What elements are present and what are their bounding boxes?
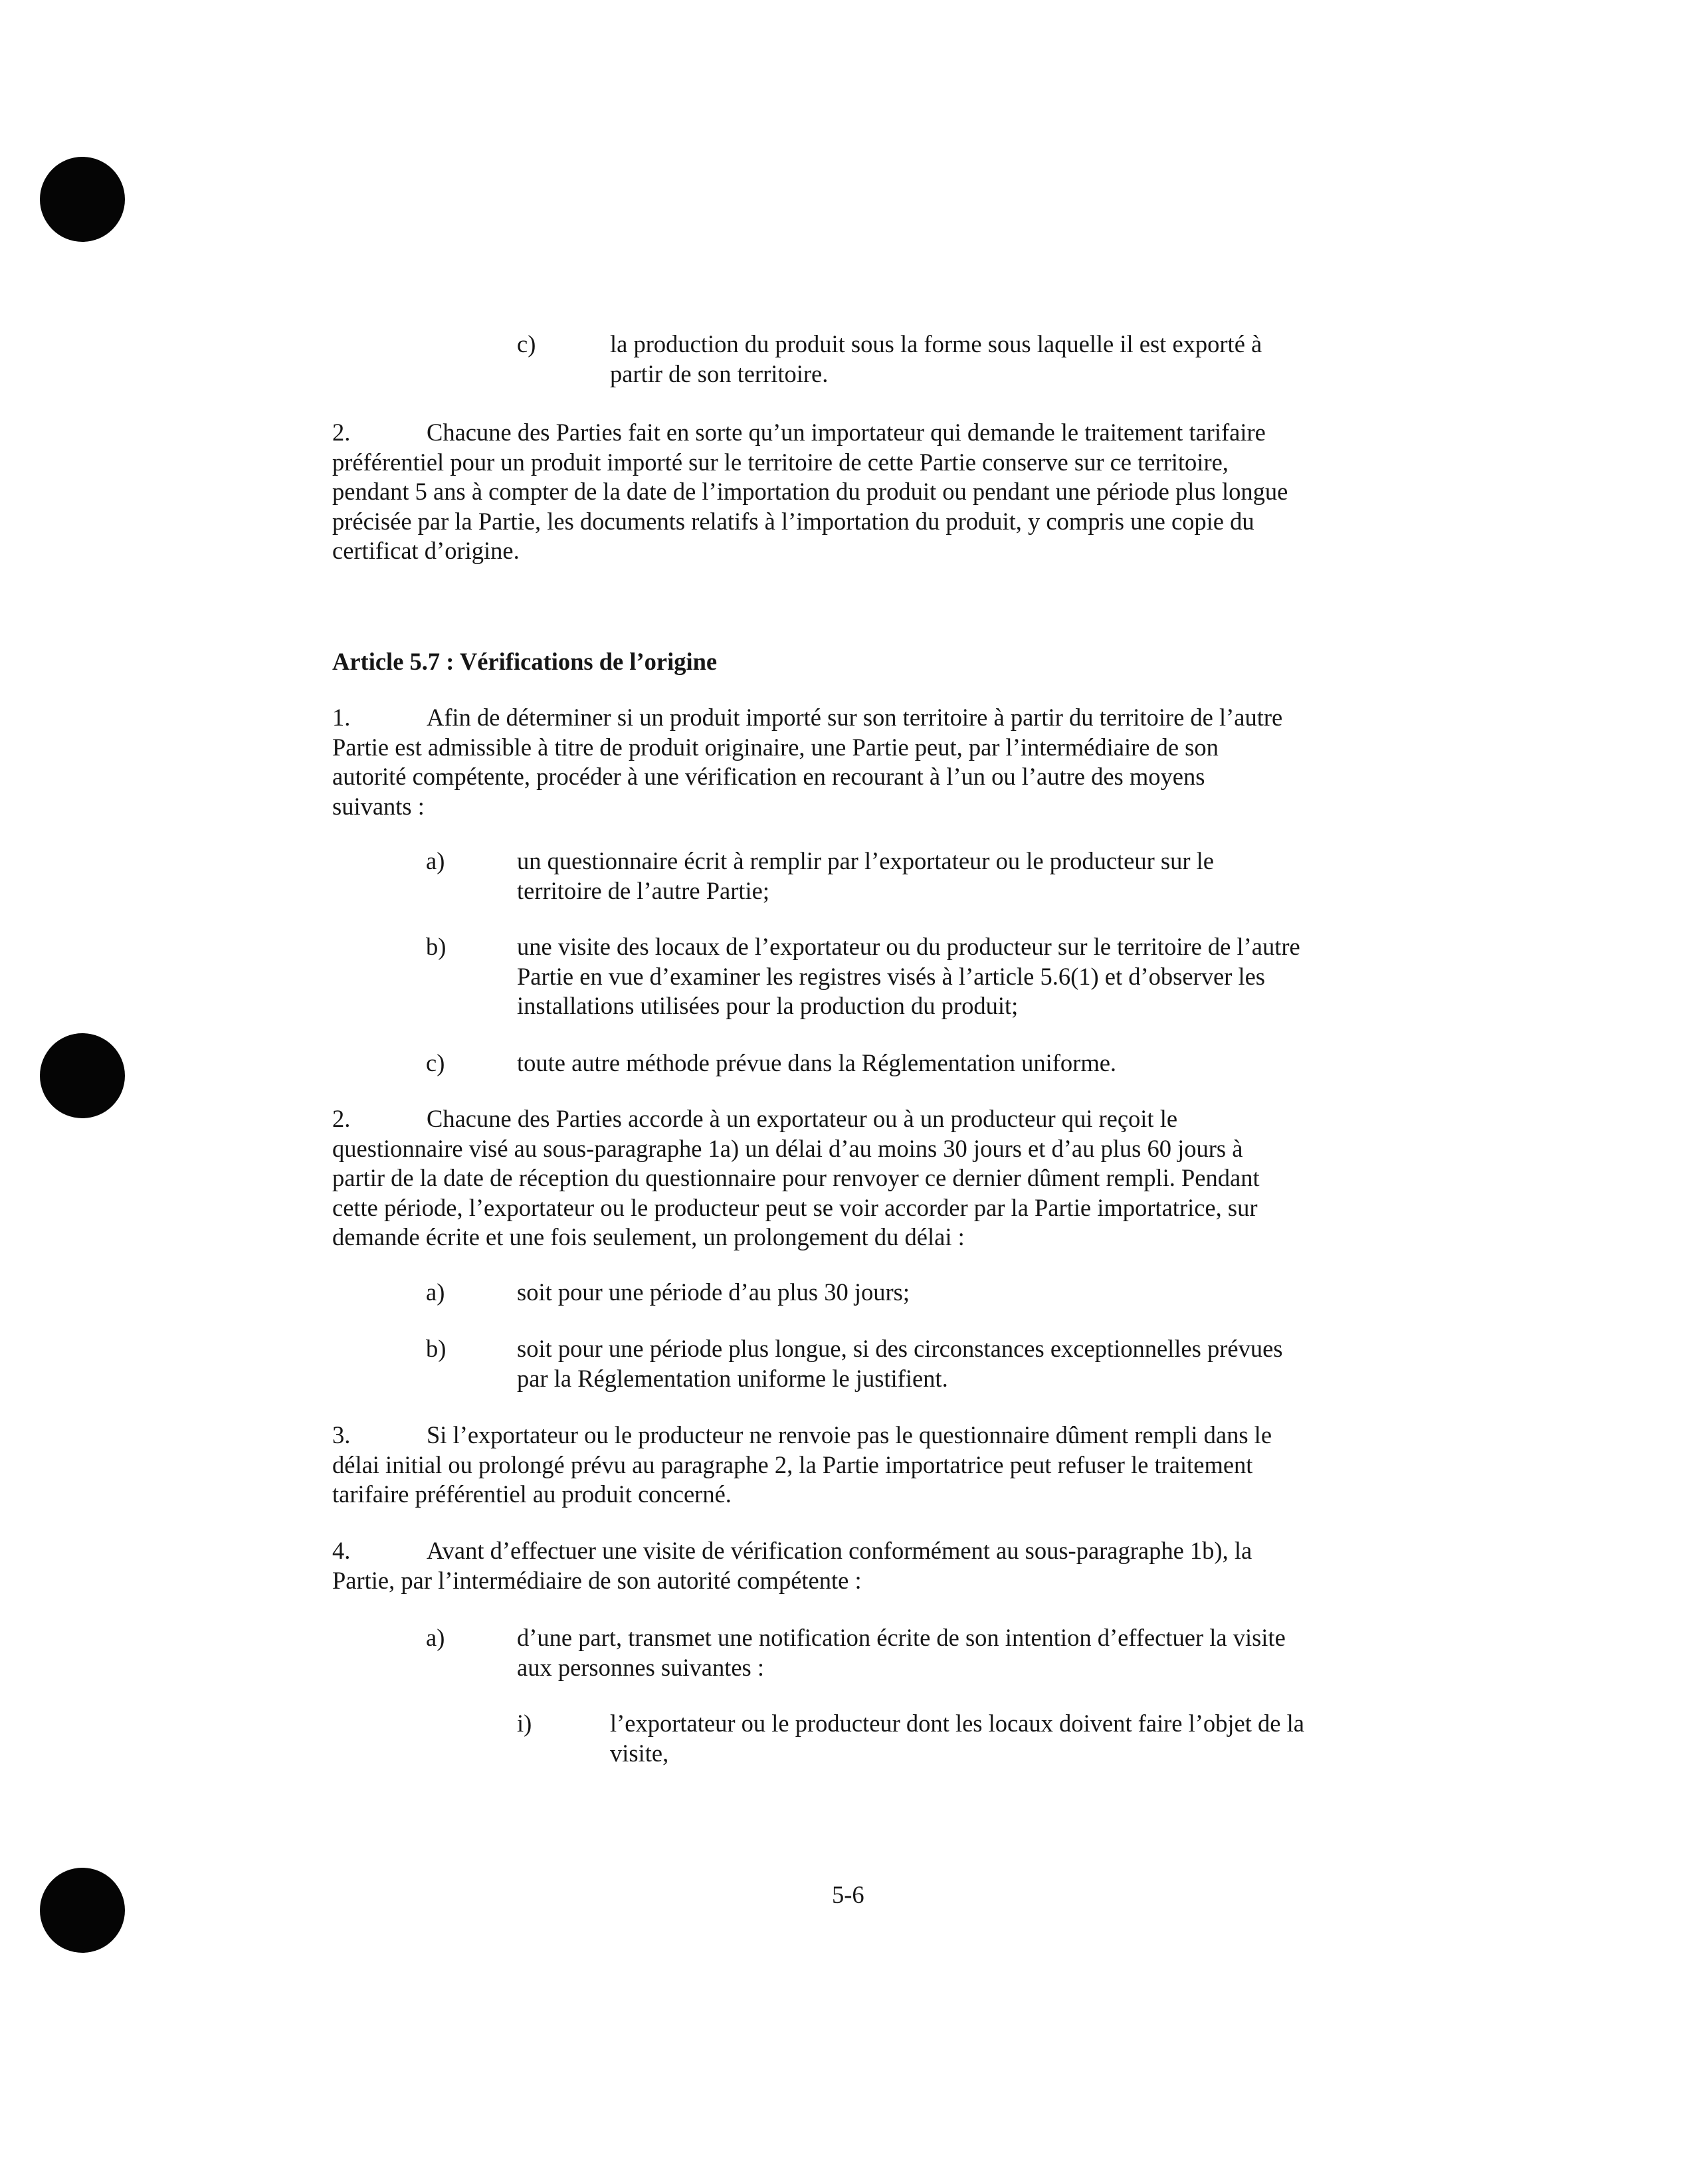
- item-label: a): [426, 1278, 445, 1306]
- punch-hole-bottom: [40, 1868, 125, 1953]
- item-label: c): [426, 1049, 445, 1076]
- item-label: c): [517, 330, 536, 357]
- paragraph-2: 2. Chacune des Parties accorde à un exportateur ou à un producteur qui reçoit le questionnaire visé au sous-paragraphe 1a) un délai d’au moins 30 jours et d’au plus 60 jours à partir de la date de réception du questionnaire pour renvoyer ce dernier dûment rempli. Pendant cette période, l’exportateur ou le producteur peut se voir accorder par la Partie importatrice, sur demande écrite et une fois seulement, un prolongement du délai :: [332, 1105, 1260, 1250]
- item-text: toute autre méthode prévue dans la Réglementation uniforme.: [517, 1049, 1117, 1076]
- paragraph-number: 3.: [332, 1421, 351, 1448]
- item-text: la production du produit sous la forme sous laquelle il est exporté à partir de son territoire.: [610, 330, 1262, 387]
- paragraph-number: 2.: [332, 1105, 351, 1132]
- paragraph-number: 2.: [332, 419, 351, 446]
- paragraph-4: 4. Avant d’effectuer une visite de vérification conformément au sous-paragraphe 1b), la Partie, par l’intermédiaire de son autorité compétente :: [332, 1537, 1252, 1594]
- item-text: soit pour une période plus longue, si des circonstances exceptionnelles prévues par la Réglementation uniforme le justifient.: [517, 1335, 1283, 1392]
- item-label: i): [517, 1710, 532, 1737]
- item-label: b): [426, 933, 447, 960]
- item-label: b): [426, 1335, 447, 1362]
- article-heading: Article 5.7 : Vérifications de l’origine: [332, 648, 718, 675]
- item-text: d’une part, transmet une notification écrite de son intention d’effectuer la visite aux personnes suivantes :: [517, 1624, 1286, 1681]
- paragraph-1: 1. Afin de déterminer si un produit importé sur son territoire à partir du territoire de l’autre Partie est admissible à titre de produit originaire, une Partie peut, par l’intermédiaire de son autorité compétente, procéder à une vérification en recourant à l’un ou l’autre des moyens suivants :: [332, 704, 1283, 820]
- punch-hole-top: [40, 157, 125, 242]
- item-text: une visite des locaux de l’exportateur ou du producteur sur le territoire de l’autre Partie en vue d’examiner les registres visés à l’article 5.6(1) et d’observer les installations utilisées pour la production du produit;: [517, 933, 1300, 1019]
- punch-hole-middle: [40, 1033, 125, 1118]
- paragraph-number: 1.: [332, 704, 351, 731]
- item-label: a): [426, 1624, 445, 1651]
- page-number: 5-6: [832, 1881, 864, 1908]
- item-label: a): [426, 847, 445, 874]
- item-text: soit pour une période d’au plus 30 jours;: [517, 1278, 910, 1306]
- paragraph-3: 3. Si l’exportateur ou le producteur ne renvoie pas le questionnaire dûment rempli dans le délai initial ou prolongé prévu au paragraphe 2, la Partie importatrice peut refuser le traitement tarifaire préférentiel au produit concerné.: [332, 1421, 1272, 1508]
- paragraph-number: 4.: [332, 1537, 351, 1564]
- item-text: l’exportateur ou le producteur dont les locaux doivent faire l’objet de la visite,: [610, 1710, 1304, 1767]
- item-text: un questionnaire écrit à remplir par l’exportateur ou le producteur sur le territoire de l’autre Partie;: [517, 847, 1214, 904]
- paragraph-2-previous: 2. Chacune des Parties fait en sorte qu’un importateur qui demande le traitement tarifaire préférentiel pour un produit importé sur le territoire de cette Partie conserve sur ce territoire, pendant 5 ans à compter de la date de l’importation du produit ou pendant une période plus longue précisée par la Partie, les documents relatifs à l’importation du produit, y compris une copie du certificat d’origine.: [332, 419, 1288, 564]
